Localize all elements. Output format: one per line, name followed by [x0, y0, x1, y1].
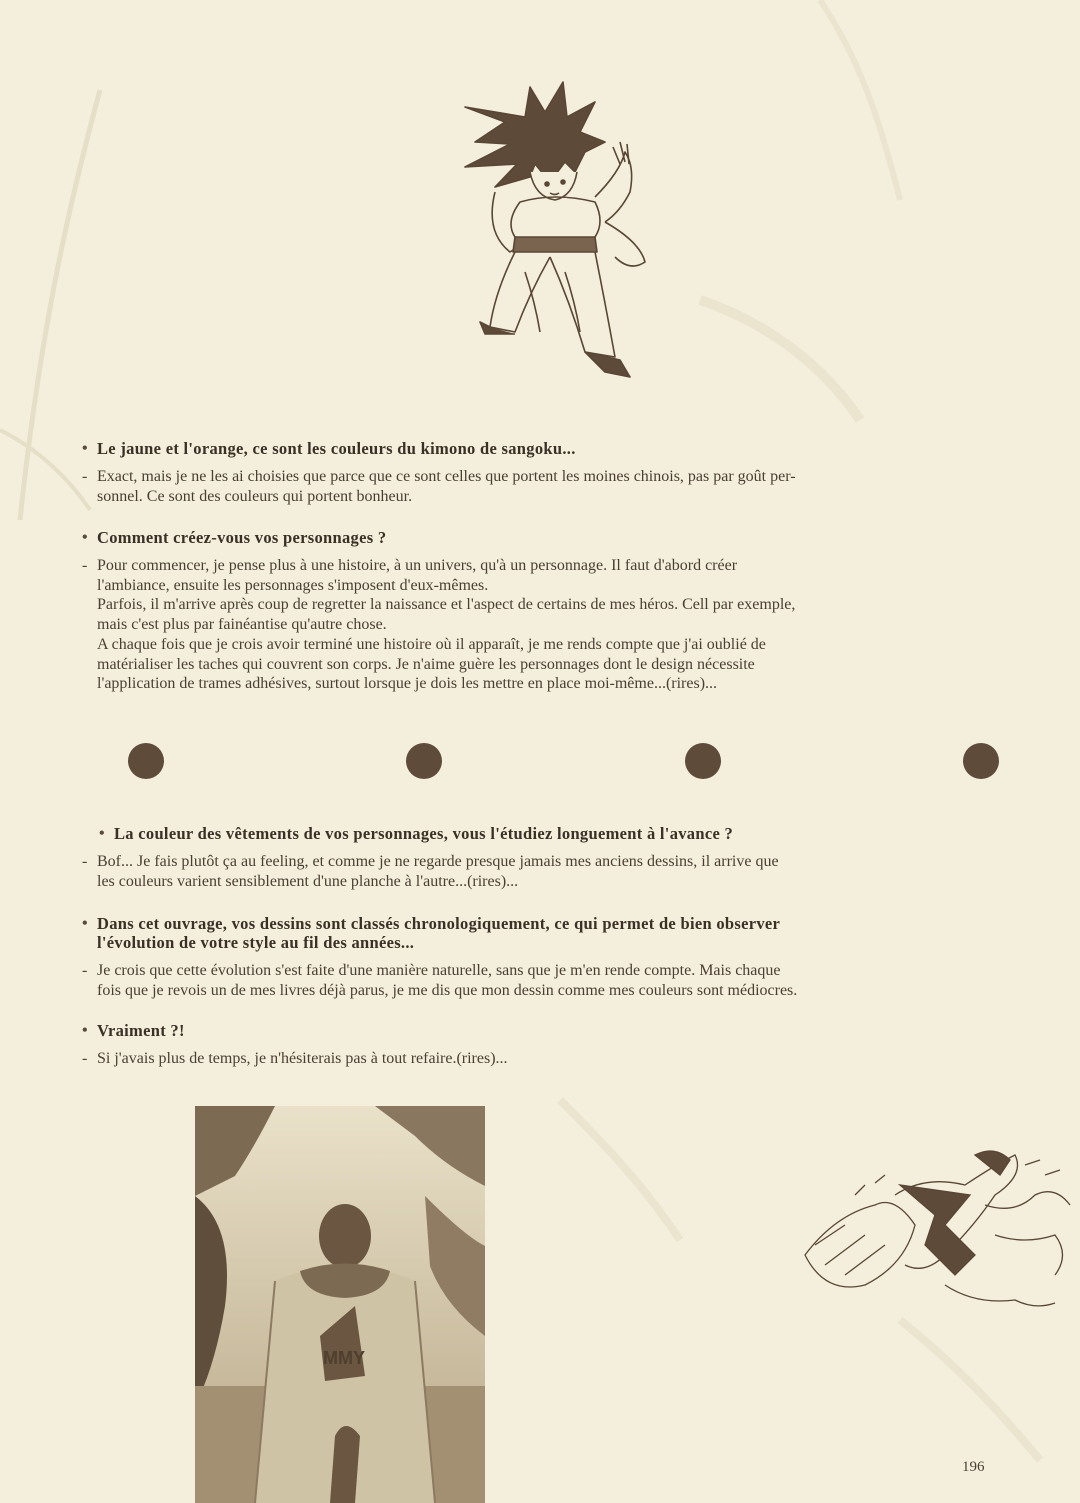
- answer-line: l'ambiance, ensuite les personnages s'imposent d'eux-mêmes.: [97, 576, 489, 594]
- answer-line: A chaque fois que je crois avoir terminé une histoire où il apparaît, je me rends compte que j'ai oublié de: [97, 635, 766, 653]
- question-3: [99, 824, 992, 843]
- jacket-text: MMY: [323, 1348, 365, 1368]
- answer-5: [82, 1049, 992, 1069]
- question-bullet: •: [82, 915, 88, 932]
- answer-line: Bof... Je fais plutôt ça au feeling, et comme je ne regarde presque jamais mes anciens dessins, il arrive que: [97, 853, 779, 870]
- qa-section-5: [82, 1021, 992, 1069]
- qa-section-4: [82, 914, 992, 1000]
- question-text: Le jaune et l'orange, ce sont les couleurs du kimono de sangoku...: [97, 439, 576, 458]
- page-number: 196: [962, 1459, 985, 1475]
- question-bullet: •: [82, 1022, 88, 1039]
- answer-dash: -: [82, 1050, 88, 1067]
- divider-dot: [685, 743, 721, 779]
- answer-line: sonnel. Ce sont des couleurs qui portent bonheur.: [97, 487, 413, 505]
- answer-line: l'application de trames adhésives, surtout lorsque je dois les mettre en place moi-même...(rires)...: [97, 675, 718, 693]
- question-line: l'évolution de votre style au fil des années...: [97, 933, 415, 952]
- divider-dot: [128, 743, 164, 779]
- divider-dot: [963, 743, 999, 779]
- question-text: Comment créez-vous vos personnages ?: [97, 528, 387, 547]
- question-2: [82, 528, 992, 547]
- answer-dash: -: [82, 853, 88, 870]
- answer-line: Parfois, il m'arrive après coup de regretter la naissance et l'aspect de certains de mes héros. Cell par exemple,: [97, 596, 796, 614]
- answer-line: mais c'est plus par fainéantise qu'autre chose.: [97, 616, 387, 634]
- qa-section-2: [82, 528, 992, 694]
- question-text: Vraiment ?!: [97, 1021, 185, 1040]
- question-line: Dans cet ouvrage, vos dessins sont classés chronologiquement, ce qui permet de bien observer: [97, 914, 781, 933]
- qa-section-3: [82, 824, 992, 891]
- answer-1: [82, 467, 992, 506]
- question-bullet: •: [82, 529, 88, 546]
- fight-sketch: [795, 1135, 1080, 1315]
- answer-line: Exact, mais je ne les ai choisies que parce que ce sont celles que portent les moines chinois, pas par goût per-: [97, 468, 796, 485]
- dot-divider: [0, 741, 1080, 781]
- answer-line: fois que je revois un de mes livres déjà parus, je me dis que mon dessin comme mes couleurs sont médiocres.: [97, 981, 798, 999]
- answer-dash: -: [82, 557, 88, 574]
- answer-4: [82, 961, 992, 1000]
- answer-line: matérialiser les taches qui couvrent son corps. Je n'aime guère les personnages dont le design nécessite: [97, 655, 755, 673]
- question-4: [82, 914, 992, 952]
- author-photo-graphic: [195, 1106, 485, 1503]
- answer-line: Je crois que cette évolution s'est faite d'une manière naturelle, sans que je m'en rende compte. Mais chaque: [97, 962, 781, 979]
- answer-line: Si j'avais plus de temps, je n'hésiterais pas à tout refaire.(rires)...: [97, 1050, 508, 1067]
- answer-2: [82, 556, 992, 694]
- question-bullet: •: [99, 825, 105, 842]
- question-text: La couleur des vêtements de vos personnages, vous l'étudiez longuement à l'avance ?: [114, 824, 734, 843]
- answer-line: Pour commencer, je pense plus à une histoire, à un univers, qu'à un personnage. Il faut d'abord créer: [97, 557, 738, 574]
- divider-dot: [406, 743, 442, 779]
- goku-illustration: [455, 72, 655, 387]
- question-1: [82, 439, 992, 458]
- question-5: [82, 1021, 992, 1040]
- answer-line: les couleurs varient sensiblement d'une planche à l'autre...(rires)...: [97, 872, 519, 890]
- answer-dash: -: [82, 468, 88, 485]
- question-bullet: •: [82, 440, 88, 457]
- answer-dash: -: [82, 962, 88, 979]
- answer-3: [82, 852, 992, 891]
- author-photo: [195, 1106, 485, 1503]
- qa-section-1: [82, 439, 992, 506]
